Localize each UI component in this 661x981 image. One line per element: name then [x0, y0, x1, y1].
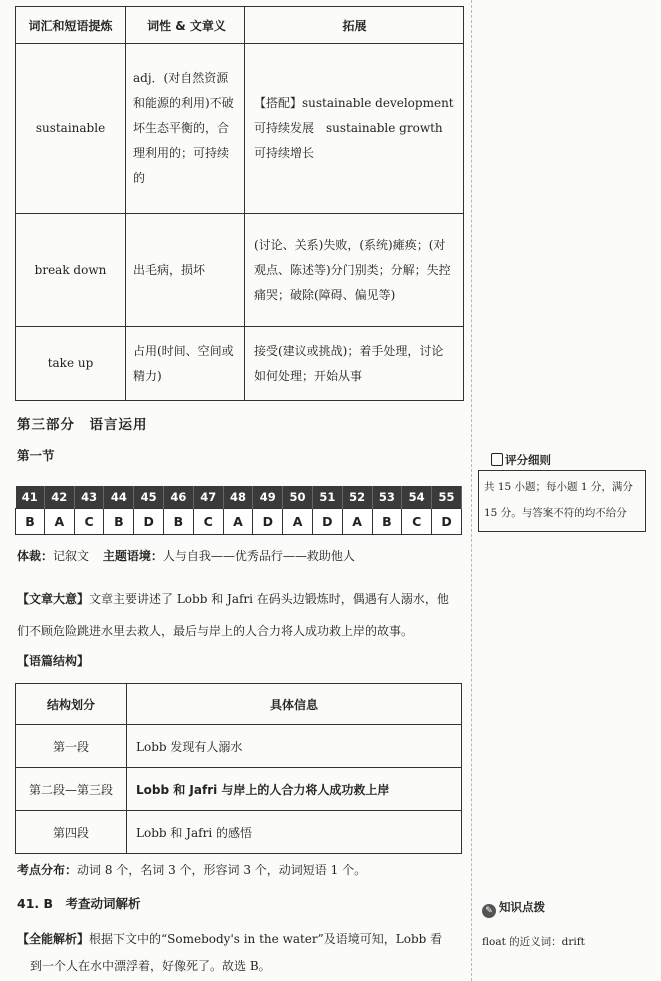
- vocab-row: [16, 214, 464, 327]
- answer-number: 52: [342, 486, 372, 508]
- scoring-title: [491, 452, 551, 468]
- answer-number: 50: [283, 486, 313, 508]
- answer-number: 44: [104, 486, 134, 508]
- vocab-row: [16, 327, 464, 401]
- structure-row: [16, 811, 462, 854]
- vocab-extension: 【搭配】sustainable development 可持续发展 sustainable growth 可持续增长: [245, 44, 464, 214]
- answer-number: 46: [164, 486, 194, 508]
- knowledge-title-text: 知识点拨: [499, 900, 545, 914]
- answer-number-row: [16, 486, 462, 508]
- answer-key-row: [16, 508, 462, 534]
- distribution-value: 动词 8 个，名词 3 个，形容词 3 个，动词短语 1 个。: [77, 863, 367, 877]
- answer-key: B: [104, 508, 134, 534]
- vocab-meaning: 占用(时间、空间或精力): [126, 327, 245, 401]
- answer-number: 55: [432, 486, 462, 508]
- answer-number: 53: [372, 486, 402, 508]
- q41-text-1: 根据下文中的“Somebody's in the water”及语境可知，Lobb 看: [89, 932, 443, 946]
- structure-header-part: 结构划分: [16, 684, 127, 725]
- answer-key: A: [44, 508, 74, 534]
- answer-number: 43: [74, 486, 104, 508]
- theme-label: 主题语境：: [102, 549, 163, 563]
- q41-line-1: [17, 930, 442, 947]
- pencil-note-icon: [491, 453, 503, 466]
- structure-part: 第四段: [16, 811, 127, 854]
- section-title: 第一节: [17, 448, 55, 463]
- genre-value: 记叙文: [53, 549, 90, 563]
- answer-number: 47: [193, 486, 223, 508]
- lightbulb-icon: ✎: [482, 904, 496, 918]
- answer-key: A: [283, 508, 313, 534]
- answer-number: 45: [134, 486, 164, 508]
- answer-key-grid: [15, 486, 462, 535]
- theme-value: 人与自我——优秀品行——救助他人: [162, 549, 355, 563]
- summary-label: 【文章大意】: [17, 592, 90, 606]
- q41-label: 【全能解析】: [17, 932, 90, 946]
- scoring-box: [478, 470, 646, 532]
- vocab-meaning: 出毛病，损坏: [126, 214, 245, 327]
- answer-key: A: [223, 508, 253, 534]
- q41-text-2: 到一个人在水中漂浮着，好像死了。故选 B。: [30, 959, 271, 973]
- structure-label: 【语篇结构】: [17, 654, 90, 668]
- structure-table: [15, 683, 462, 854]
- structure-row: [16, 768, 462, 811]
- structure-part: 第一段: [16, 725, 127, 768]
- vocab-header-extension: 拓展: [245, 7, 464, 44]
- answer-key: D: [253, 508, 283, 534]
- answer-key: A: [342, 508, 372, 534]
- vocab-header-term: 词汇和短语提炼: [16, 7, 126, 44]
- scoring-line-2: 15 分。与答案不符的均不给分: [484, 507, 627, 519]
- structure-info: Lobb 和 Jafri 的感悟: [127, 811, 462, 854]
- q41-title: 41. B 考查动词解析: [17, 896, 141, 911]
- vocab-header-meaning: 词性 & 文章义: [126, 7, 245, 44]
- summary-text-2: 们不顾危险跳进水里去救人，最后与岸上的人合力将人成功救上岸的故事。: [17, 624, 414, 638]
- answer-key: D: [432, 508, 462, 534]
- answer-number: 42: [44, 486, 74, 508]
- summary-line-1: [17, 590, 449, 607]
- column-divider: [471, 0, 472, 981]
- vocab-extension: (讨论、关系)失败，(系统)瘫痪；(对观点、陈述等)分门别类；分解；失控痛哭；破除(障碍、偏见等): [245, 214, 464, 327]
- structure-part: 第二段—第三段: [16, 768, 127, 811]
- structure-row: [16, 725, 462, 768]
- vocab-header-row: [16, 7, 464, 44]
- vocabulary-table: [15, 6, 464, 401]
- answer-number: 41: [16, 486, 45, 508]
- answer-key: D: [312, 508, 342, 534]
- answer-key: C: [193, 508, 223, 534]
- answer-number: 51: [312, 486, 342, 508]
- vocab-term: break down: [16, 214, 126, 327]
- genre-label: 体裁：: [17, 549, 54, 563]
- vocab-meaning: adj．(对自然资源和能源的利用)不破坏生态平衡的，合理利用的；可持续的: [126, 44, 245, 214]
- answer-key: B: [164, 508, 194, 534]
- answer-key: D: [134, 508, 164, 534]
- knowledge-title: [482, 899, 545, 918]
- answer-number: 54: [402, 486, 432, 508]
- structure-header-row: [16, 684, 462, 725]
- genre-line: [17, 547, 355, 564]
- structure-info: Lobb 发现有人溺水: [127, 725, 462, 768]
- answer-key: C: [402, 508, 432, 534]
- vocab-row: [16, 44, 464, 214]
- answer-key: B: [372, 508, 402, 534]
- distribution-label: 考点分布：: [17, 863, 78, 877]
- scoring-line-1: 共 15 小题；每小题 1 分，满分: [484, 481, 633, 493]
- knowledge-text: float 的近义词：drift: [482, 936, 585, 948]
- vocab-term: take up: [16, 327, 126, 401]
- structure-info: Lobb 和 Jafri 与岸上的人合力将人成功救上岸: [127, 768, 462, 811]
- answer-number: 48: [223, 486, 253, 508]
- vocab-term: sustainable: [16, 44, 126, 214]
- scoring-title-text: 评分细则: [505, 453, 551, 467]
- answer-key: B: [16, 508, 45, 534]
- structure-header-info: 具体信息: [127, 684, 462, 725]
- distribution-line: [17, 861, 366, 878]
- vocab-extension: 接受(建议或挑战)；着手处理，讨论如何处理；开始从事: [245, 327, 464, 401]
- part-title: 第三部分 语言运用: [17, 417, 148, 433]
- summary-text-1: 文章主要讲述了 Lobb 和 Jafri 在码头边锻炼时，偶遇有人溺水，他: [89, 592, 449, 606]
- answer-number: 49: [253, 486, 283, 508]
- answer-key: C: [74, 508, 104, 534]
